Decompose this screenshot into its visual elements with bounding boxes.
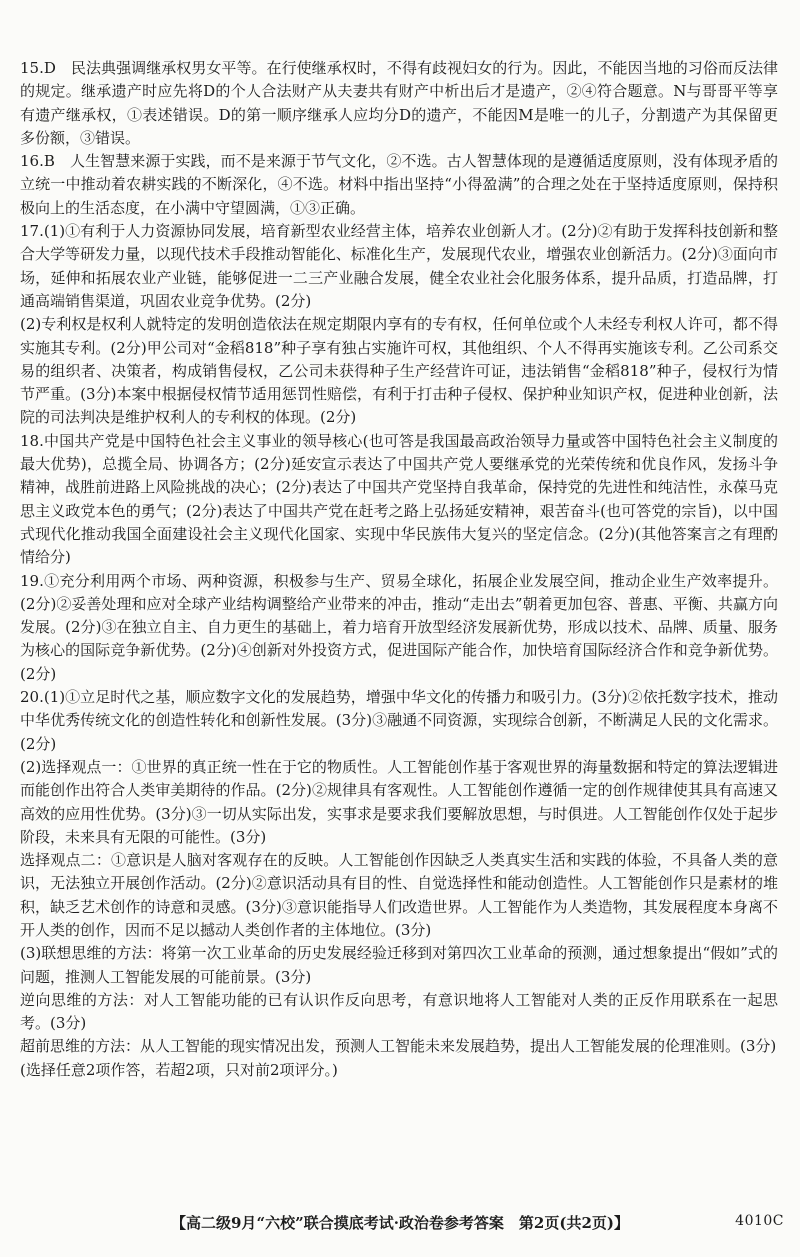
answer-20-part-2-view-1: (2)选择观点一：①世界的真正统一性在于它的物质性。人工智能创作基于客观世界的海量数据和特定的算法逻辑进而能创作出符合人类审美期待的作品。(2分)②规律具有客观性。人工智能创作遵循一定的创作规律使其具有高速又高效的应用性优势。(3分)③一切从实际出发，实事求是要求我们要解放思想，与时俱进。人工智能创作仅处于起步阶段，未来具有无限的可能性。(3分) (20, 757, 778, 846)
answer-20-part-3-reverse: 逆向思维的方法：对人工智能功能的已有认识作反向思考，有意识地将人工智能对人类的正反作用联系在一起思考。(3分) (20, 990, 778, 1033)
scoring-note: (选择任意2项作答，若超2项，只对前2项评分。) (20, 1060, 338, 1079)
document-code: 4010C (735, 1213, 784, 1229)
answer-18: 18.中国共产党是中国特色社会主义事业的领导核心(也可答是我国最高政治领导力量或答中国特色社会主义制度的最大优势)，总揽全局、协调各方；(2分)延安宣示表达了中国共产党人要继承党的光荣传统和优良作风，发扬斗争精神，战胜前进路上风险挑战的决心；(2分)表达了中国共产党坚持自我革命，保持党的先进性和纯洁性，永葆马克思主义政党本色的勇气；(2分)表达了中国共产党在赶考之路上弘扬延安精神，艰苦奋斗(也可答党的宗旨)，以中国式现代化推动我国全面建设社会主义现代化国家、实现中华民族伟大复兴的坚定信念。(2分)(其他答案言之有理酌情给分) (20, 431, 778, 567)
answer-16: 16.B 人生智慧来源于实践，而不是来源于节气文化，②不选。古人智慧体现的是遵循适度原则，没有体现矛盾的立统一中推动着农耕实践的不断深化，④不选。材料中指出坚持“小得盈满”的合理之处在于坚持适度原则，保持积极向上的生活态度，在小满中守望圆满，①③正确。 (20, 152, 778, 217)
answer-20-part-3-forward: 超前思维的方法：从人工智能的现实情况出发，预测人工智能未来发展趋势，提出人工智能发展的伦理准则。(3分) (20, 1037, 777, 1056)
answer-19: 19.①充分利用两个市场、两种资源，积极参与生产、贸易全球化，拓展企业发展空间，推动企业生产效率提升。(2分)②妥善处理和应对全球产业结构调整给产业带来的冲击，推动“走出去”朝着更加包容、普惠、平衡、共赢方向发展。(2分)③在独立自主、自力更生的基础上，着力培育开放型经济发展新优势，形成以技术、品牌、质量、服务为核心的国际竞争新优势。(2分)④创新对外投资方式，促进国际产能合作，加快培育国际经济合作和竞争新优势。(2分) (20, 571, 778, 683)
answer-15: 15.D 民法典强调继承权男女平等。在行使继承权时，不得有歧视妇女的行为。因此，不能因当地的习俗而反法律的规定。继承遗产时应先将D的个人合法财产从夫妻共有财产中析出后才是遗产，②④符合题意。N与哥哥平等享有遗产继承权，①表述错误。D的第一顺序继承人应均分D的遗产，不能因M是唯一的儿子，分割遗产为其保留更多份额，③错误。 (20, 59, 778, 147)
answer-20-part-1: 20.(1)①立足时代之基，顺应数字文化的发展趋势，增强中华文化的传播力和吸引力。(3分)②依托数字技术，推动中华优秀传统文化的创造性转化和创新性发展。(3分)③融通不同资源，实现综合创新，不断满足人民的文化需求。(2分) (20, 688, 778, 753)
page-footer-title: 【高二级9月“六校”联合摸底考试·政治卷参考答案 第2页(共2页)】 (171, 1214, 629, 1232)
answer-20-part-3-association: (3)联想思维的方法：将第一次工业革命的历史发展经验迁移到对第四次工业革命的预测，通过想象提出“假如”式的问题，推测人工智能发展的可能前景。(3分) (20, 944, 778, 986)
answer-20-part-2-view-2: 选择观点二：①意识是人脑对客观存在的反映。人工智能创作因缺乏人类真实生活和实践的体验，不具备人类的意识，无法独立开展创作活动。(2分)②意识活动具有目的性、自觉选择性和能动创造性。人工智能创作只是素材的堆积，缺乏艺术创作的诗意和灵感。(3分)③意识能指导人们改造世界。人工智能作为人类造物，其发展程度本身离不开人类的创作，因而不足以撼动人类创作者的主体地位。(3分) (20, 851, 778, 939)
answer-17-part-1: 17.(1)①有利于人力资源协同发展，培育新型农业经营主体，培养农业创新人才。(2分)②有助于发挥科技创新和整合大学等研发力量，以现代技术手段推动智能化、标准化生产，发展现代农业，增强农业创新活力。(2分)③面向市场，延伸和拓展农业产业链，能够促进一二三产业融合发展，健全农业社会化服务体系，提升品质，打造品牌，打通高端销售渠道，巩固农业竞争优势。(2分) (20, 222, 778, 310)
answer-17-part-2: (2)专利权是权利人就特定的发明创造依法在规定期限内享有的专有权，任何单位或个人未经专利权人许可，都不得实施其专利。(2分)甲公司对“金稻818”种子享有独占实施许可权，其他组织、个人不得再实施该专利。乙公司系交易的组织者、决策者，构成销售侵权，乙公司未获得种子生产经营许可证，违法销售“金稻818”种子，侵权行为情节严重。(3分)本案中根据侵权情节适用惩罚性赔偿，有利于打击种子侵权、保护种业知识产权，促进种业创新，法院的司法判决是维护权利人的专利权的体现。(2分) (20, 315, 778, 427)
